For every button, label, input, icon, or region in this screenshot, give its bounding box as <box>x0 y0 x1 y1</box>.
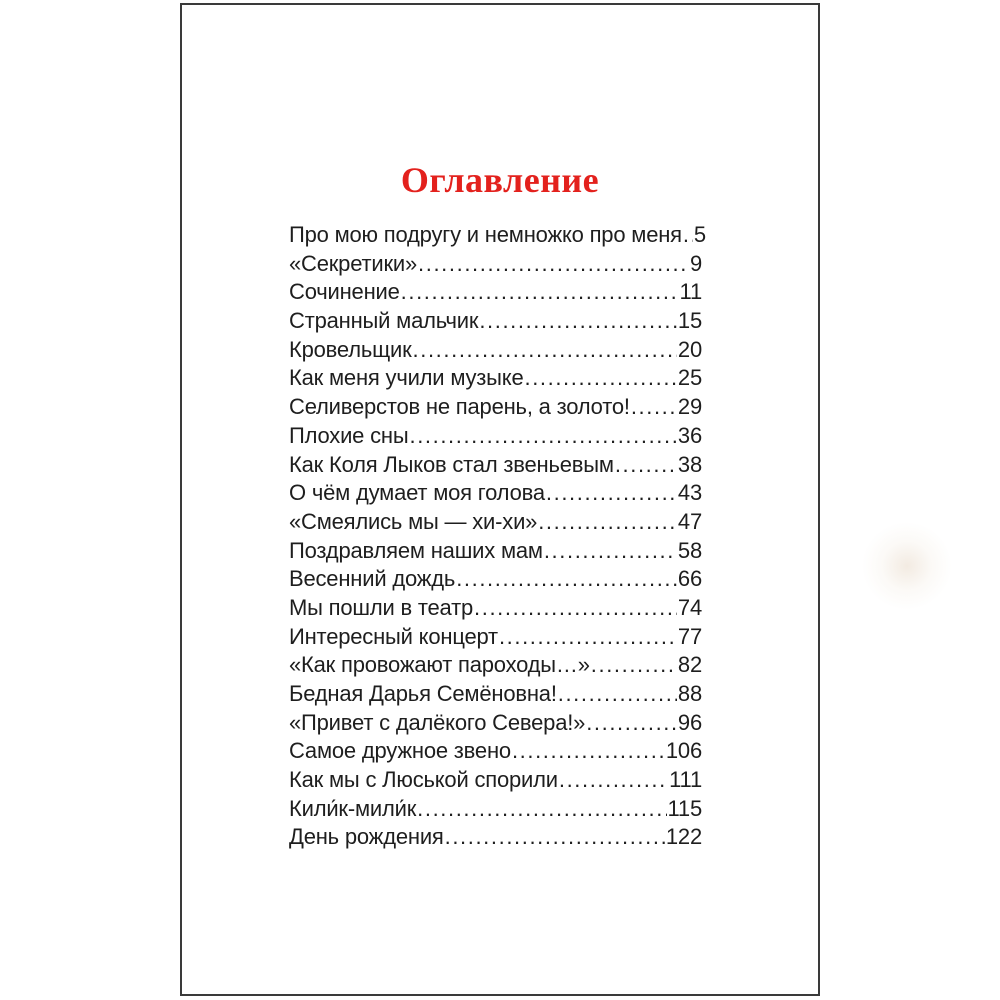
toc-entry-page-number: 82 <box>677 652 702 678</box>
toc-entry-page-number: 122 <box>665 824 702 850</box>
toc-entry-title: Странный мальчик <box>289 308 479 334</box>
toc-entry <box>289 795 702 824</box>
toc-entry-page-number: 38 <box>677 451 702 477</box>
toc-entry-dot-leader <box>591 651 677 680</box>
toc-entry-dot-leader <box>413 336 677 365</box>
toc-entry-page-number: 43 <box>677 480 702 506</box>
toc-entry-dot-leader <box>401 278 679 307</box>
toc-entry-page-number: 77 <box>677 623 702 649</box>
toc-entry-title: Кровельщик <box>289 336 412 362</box>
toc-entry-dot-leader <box>499 623 677 652</box>
toc-entry-title: Про мою подругу и немножко про меня <box>289 222 682 247</box>
toc-entry-title: «Смеялись мы — хи-хи» <box>289 508 538 534</box>
toc-entry <box>289 364 702 393</box>
toc-entry-dot-leader <box>559 766 668 795</box>
scan-stain-artifact <box>862 522 952 610</box>
toc-entry-title: День рождения <box>289 824 444 850</box>
toc-entry-page-number: 36 <box>677 422 702 448</box>
toc-entry-dot-leader <box>479 307 677 336</box>
toc-entry-title: О чём думает моя голова <box>289 480 545 506</box>
toc-entry-title: Плохие сны <box>289 422 409 448</box>
toc-entry-page-number: 111 <box>669 767 702 793</box>
toc-entry <box>289 451 702 480</box>
toc-entry-dot-leader <box>456 565 677 594</box>
toc-entry-title: Как Коля Лыков стал звеньевым <box>289 451 614 477</box>
toc-entry <box>289 221 706 250</box>
toc-entry-page-number: 96 <box>677 709 702 735</box>
toc-entry <box>289 737 702 766</box>
toc-entry-dot-leader <box>586 709 677 738</box>
toc-entry-dot-leader <box>417 795 666 824</box>
toc-entry-page-number: 5 <box>693 222 706 247</box>
toc-entry-page-number: 25 <box>677 365 702 391</box>
toc-entry-page-number: 58 <box>677 537 702 563</box>
toc-entry-title: Кили́к-мили́к <box>289 795 417 821</box>
toc-entry <box>289 565 702 594</box>
toc-entry-page-number: 115 <box>667 795 702 821</box>
toc-entry-title: Селиверстов не парень, а золото! <box>289 394 630 420</box>
toc-entry <box>289 250 702 279</box>
toc-entry-dot-leader <box>558 680 677 709</box>
toc-entry <box>289 680 702 709</box>
toc-entry-title: Мы пошли в театр <box>289 594 474 620</box>
toc-entry <box>289 508 702 537</box>
toc-entry <box>289 537 702 566</box>
toc-entry-dot-leader <box>525 364 677 393</box>
toc-entry <box>289 278 702 307</box>
toc-entry-dot-leader <box>631 393 677 422</box>
page-frame <box>180 3 820 996</box>
toc-entry-title: Как мы с Люськой спорили <box>289 767 558 793</box>
toc-entry-title: «Как провожают пароходы…» <box>289 652 590 678</box>
toc-entry-title: «Секретики» <box>289 250 418 276</box>
toc-entry-dot-leader <box>474 594 677 623</box>
toc-entry-title: Как меня учили музыке <box>289 365 524 391</box>
toc-entry-title: Самое дружное звено <box>289 738 511 764</box>
toc-entry <box>289 651 702 680</box>
toc-list <box>289 221 706 852</box>
toc-entry <box>289 594 702 623</box>
toc-entry <box>289 422 702 451</box>
toc-entry-dot-leader <box>544 537 677 566</box>
toc-entry-page-number: 20 <box>677 336 702 362</box>
toc-entry-dot-leader <box>538 508 677 537</box>
toc-entry-page-number: 9 <box>689 250 702 276</box>
toc-entry <box>289 623 702 652</box>
toc-entry-title: Весенний дождь <box>289 566 456 592</box>
toc-entry-title: Сочинение <box>289 279 400 305</box>
toc-entry-dot-leader <box>512 737 665 766</box>
toc-entry-page-number: 74 <box>677 594 702 620</box>
toc-entry <box>289 307 702 336</box>
toc-entry-dot-leader <box>615 451 677 480</box>
toc-entry <box>289 336 702 365</box>
toc-entry-title: «Привет с далёкого Севера!» <box>289 709 586 735</box>
toc-entry-page-number: 15 <box>677 308 702 334</box>
toc-entry <box>289 709 702 738</box>
page-title: Оглавление <box>400 160 600 200</box>
toc-entry-page-number: 29 <box>677 394 702 420</box>
toc-entry-dot-leader <box>546 479 677 508</box>
toc-entry <box>289 766 702 795</box>
toc-entry-dot-leader <box>683 221 693 250</box>
toc-entry-page-number: 66 <box>677 566 702 592</box>
toc-entry-title: Интересный концерт <box>289 623 498 649</box>
toc-entry <box>289 393 702 422</box>
toc-entry-dot-leader <box>409 422 676 451</box>
toc-entry-title: Поздравляем наших мам <box>289 537 543 563</box>
toc-entry-page-number: 47 <box>677 508 702 534</box>
toc-entry-title: Бедная Дарья Семёновна! <box>289 681 557 706</box>
toc-entry-page-number: 106 <box>665 738 702 764</box>
toc-entry-dot-leader <box>445 823 665 852</box>
toc-entry-page-number: 11 <box>679 279 702 305</box>
toc-entry <box>289 823 702 852</box>
toc-entry-dot-leader <box>418 250 689 279</box>
toc-entry <box>289 479 702 508</box>
toc-entry-page-number: 88 <box>677 681 702 706</box>
